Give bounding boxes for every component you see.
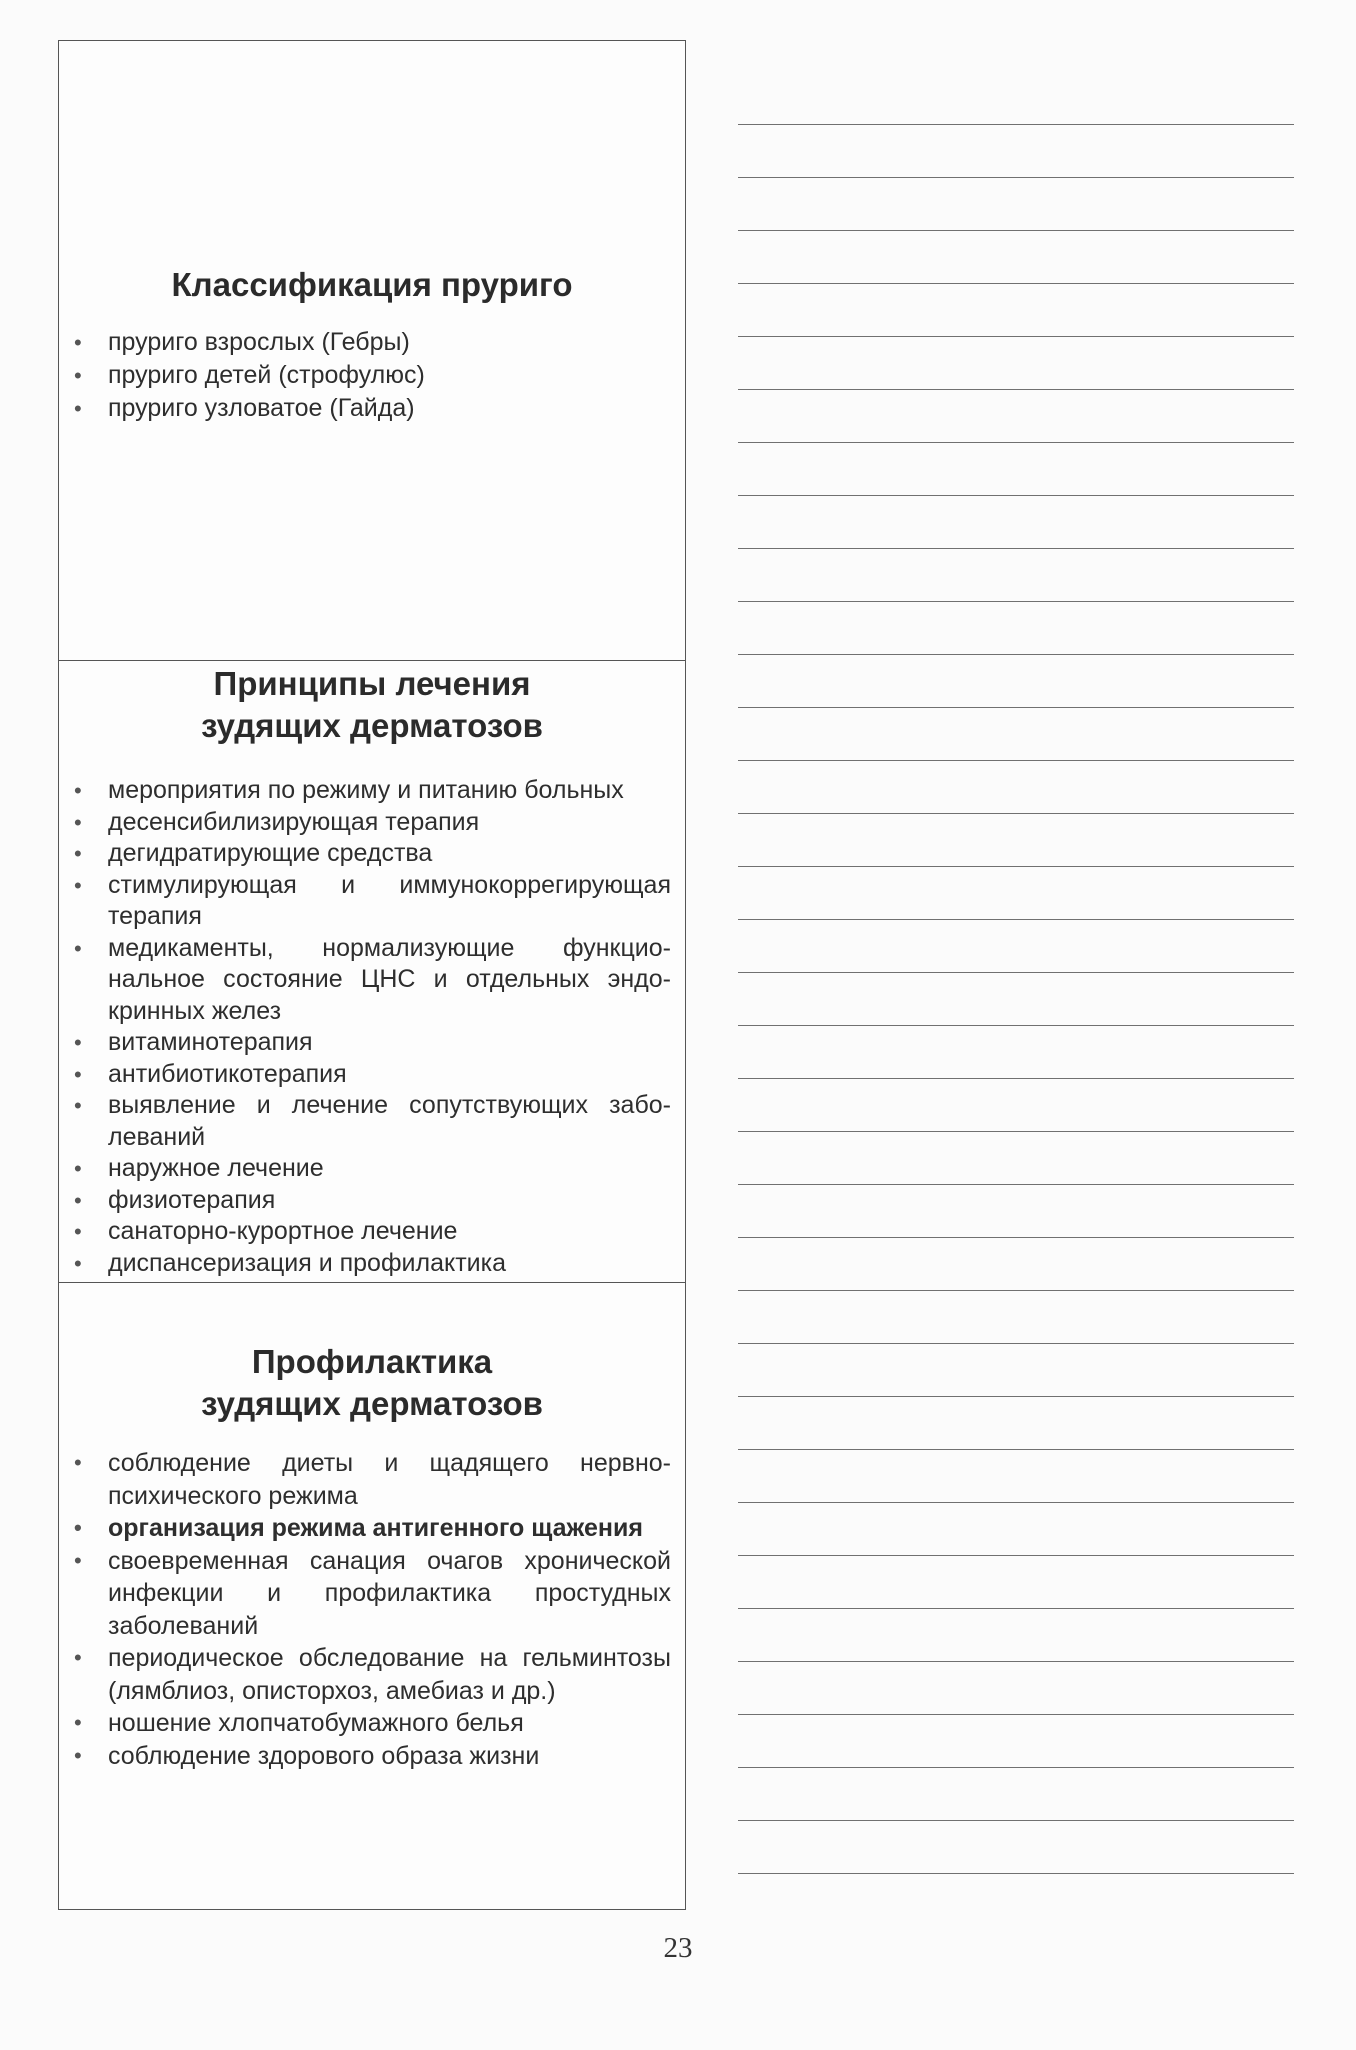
- note-line: [738, 761, 1294, 814]
- note-line: [738, 178, 1294, 231]
- list-item: • антибиотикотерапия: [72, 1059, 685, 1091]
- note-line: [738, 1450, 1294, 1503]
- note-line: [738, 284, 1294, 337]
- note-line: [738, 496, 1294, 549]
- slide-title: Классификация пруриго: [171, 266, 573, 303]
- note-line: [738, 1768, 1294, 1821]
- slide-prevention: [58, 1282, 686, 1910]
- bullet-list: [59, 1447, 685, 1772]
- list-item: • мероприятия по режиму и питанию больных: [72, 775, 685, 807]
- list-item: • пруриго взрослых (Гебры): [72, 326, 685, 359]
- note-line: [738, 814, 1294, 867]
- list-item: • периодическое обследование на гельминтозы (лямблиоз, описторхоз, амебиаз и др.): [72, 1642, 685, 1707]
- note-line: [738, 72, 1294, 125]
- slide-title: [59, 1341, 685, 1425]
- list-item: • выявление и лечение сопутствующих заболеваний: [72, 1090, 685, 1153]
- note-line: [738, 125, 1294, 178]
- note-line: [738, 1344, 1294, 1397]
- list-item: • соблюдение диеты и щадящего нервнопсихического режима: [72, 1447, 685, 1512]
- list-item: • медикаменты, нормализующие функциональное состояние ЦНС и отдельных эндокринных желез: [72, 933, 685, 1028]
- list-item: • санаторно-курортное лечение: [72, 1216, 685, 1248]
- list-item: • дегидратирующие средства: [72, 838, 685, 870]
- note-line: [738, 708, 1294, 761]
- slide-title-line: Принципы лечения: [213, 665, 531, 702]
- note-line: [738, 337, 1294, 390]
- list-item: • диспансеризация и профилактика: [72, 1248, 685, 1280]
- note-line: [738, 549, 1294, 602]
- list-item: • наружное лечение: [72, 1153, 685, 1185]
- list-item: • ношение хлопчатобумажного белья: [72, 1707, 685, 1740]
- notes-lines: [738, 72, 1294, 1874]
- note-line: [738, 1397, 1294, 1450]
- list-item: • стимулирующая и иммунокоррегирующая терапия: [72, 870, 685, 933]
- list-item: • физиотерапия: [72, 1185, 685, 1217]
- list-item: • витаминотерапия: [72, 1027, 685, 1059]
- slide-title-line: зудящих дерматозов: [201, 1385, 543, 1422]
- slide-title: [59, 663, 685, 747]
- note-line: [738, 1185, 1294, 1238]
- note-line: [738, 973, 1294, 1026]
- slide-treatment-principles: [58, 660, 686, 1284]
- note-line: [738, 867, 1294, 920]
- note-line: [738, 390, 1294, 443]
- note-line: [738, 1715, 1294, 1768]
- list-item: • десенсибилизирующая терапия: [72, 807, 685, 839]
- list-item: • организация режима антигенного щажения: [72, 1512, 685, 1545]
- slide-title-line: зудящих дерматозов: [201, 707, 543, 744]
- note-line: [738, 1821, 1294, 1874]
- note-line: [738, 443, 1294, 496]
- note-line: [738, 1556, 1294, 1609]
- note-line: [738, 1132, 1294, 1185]
- list-item: • пруриго узловатое (Гайда): [72, 392, 685, 425]
- note-line: [738, 1026, 1294, 1079]
- note-line: [738, 920, 1294, 973]
- note-line: [738, 602, 1294, 655]
- note-line: [738, 1609, 1294, 1662]
- bullet-list: [59, 326, 685, 425]
- note-line: [738, 231, 1294, 284]
- slide-classification: [58, 40, 686, 662]
- note-line: [738, 655, 1294, 708]
- note-line: [738, 1503, 1294, 1556]
- note-line: [738, 1079, 1294, 1132]
- list-item: • пруриго детей (строфулюс): [72, 359, 685, 392]
- list-item: • соблюдение здорового образа жизни: [72, 1740, 685, 1773]
- note-line: [738, 1238, 1294, 1291]
- note-line: [738, 1662, 1294, 1715]
- page-number: 23: [663, 1932, 693, 1964]
- bullet-list: [59, 775, 685, 1279]
- slide-title-line: Профилактика: [251, 1343, 493, 1380]
- list-item: • своевременная санация очагов хронической инфекции и профилактика простудных заболеваний: [72, 1545, 685, 1643]
- note-line: [738, 1291, 1294, 1344]
